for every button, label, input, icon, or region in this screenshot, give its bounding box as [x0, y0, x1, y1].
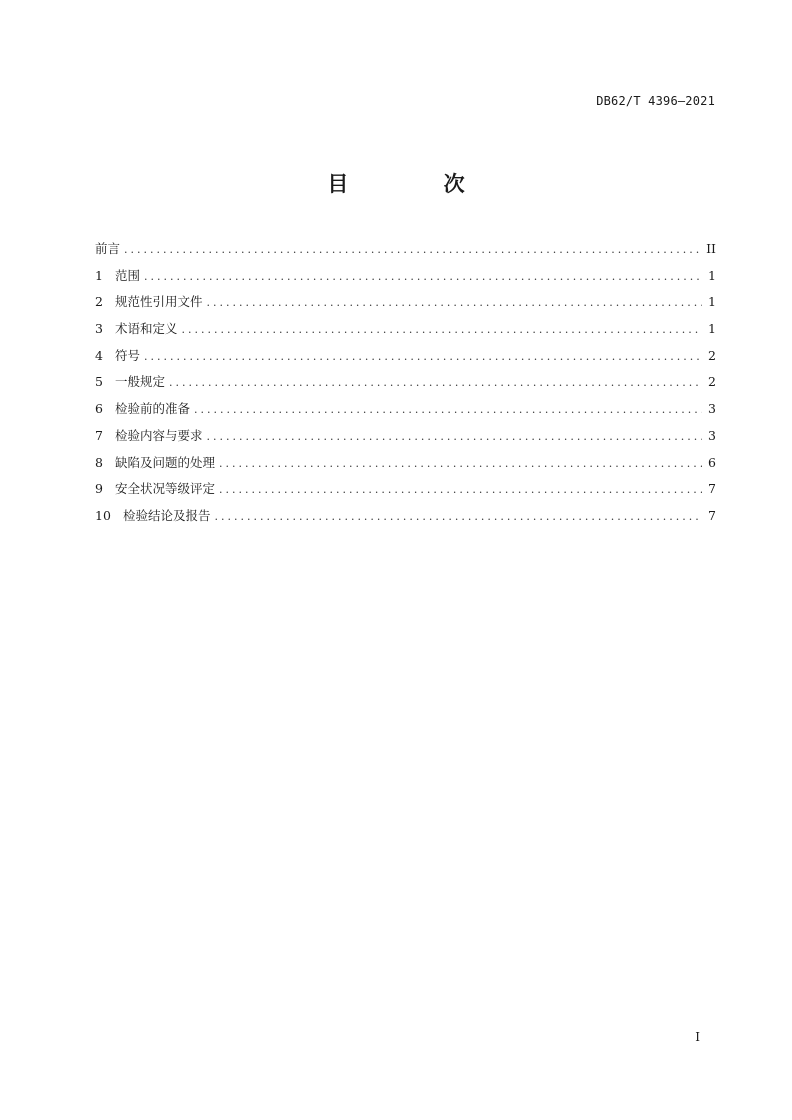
- toc-leader-dots: [169, 370, 702, 397]
- toc-entry-page: 7: [708, 481, 716, 497]
- toc-entry-page: II: [706, 241, 716, 256]
- toc-entry-page: 7: [708, 507, 716, 523]
- toc-entry-inspection-content[interactable]: [95, 423, 716, 450]
- toc-entry-number: 4: [95, 347, 103, 363]
- toc-entry-page: 3: [708, 401, 716, 417]
- toc-entry-number: 1: [95, 267, 103, 283]
- toc-leader-dots: [219, 477, 702, 504]
- toc-entry-terms-definitions[interactable]: [95, 316, 716, 343]
- toc-entry-number: 2: [95, 294, 103, 310]
- toc-entry-label: 检验内容与要求: [115, 427, 203, 443]
- toc-entry-label: 术语和定义: [115, 321, 178, 337]
- toc-entry-number: 7: [95, 427, 103, 443]
- toc-entry-number: 9: [95, 481, 103, 497]
- toc-title: 目 次: [327, 172, 509, 196]
- page-number: I: [695, 1030, 700, 1044]
- toc-leader-dots: [182, 317, 702, 344]
- toc-leader-dots: [207, 424, 702, 451]
- toc-entry-page: 1: [708, 294, 716, 310]
- toc-leader-dots: [194, 397, 702, 424]
- toc-entry-page: 3: [708, 427, 716, 443]
- toc-entry-scope[interactable]: [95, 263, 716, 290]
- toc-entry-number: 6: [95, 401, 103, 417]
- toc-entry-label: 范围: [115, 267, 141, 283]
- toc-entry-number: 10: [95, 507, 111, 523]
- toc-entry-symbols[interactable]: [95, 343, 716, 370]
- toc-leader-dots: [207, 290, 702, 317]
- toc-entry-number: 3: [95, 321, 103, 337]
- toc-entry-normative-references[interactable]: [95, 289, 716, 316]
- toc-entry-label: 检验结论及报告: [123, 507, 211, 523]
- toc-entry-page: 6: [708, 454, 716, 470]
- toc-entry-label: 符号: [115, 347, 141, 363]
- toc-entry-conclusion-report[interactable]: [95, 503, 716, 530]
- toc-leader-dots: [144, 344, 702, 371]
- toc-entry-label: 检验前的准备: [115, 401, 191, 417]
- toc-entry-label: 安全状况等级评定: [115, 481, 216, 497]
- toc-entry-page: 2: [708, 374, 716, 390]
- toc-leader-dots: [124, 237, 702, 264]
- toc-entry-defects-handling[interactable]: [95, 450, 716, 477]
- toc-entry-number: 8: [95, 454, 103, 470]
- toc-leader-dots: [215, 504, 702, 531]
- toc-entry-pre-inspection[interactable]: [95, 396, 716, 423]
- toc-entry-page: 1: [708, 267, 716, 283]
- toc-entry-safety-rating[interactable]: [95, 476, 716, 503]
- toc-entry-label: 规范性引用文件: [115, 294, 203, 310]
- toc-entry-label: 前言: [95, 241, 121, 256]
- toc-leader-dots: [144, 264, 702, 291]
- toc-entry-foreword[interactable]: [95, 236, 716, 263]
- toc-entry-page: 2: [708, 347, 716, 363]
- toc-entry-number: 5: [95, 374, 103, 390]
- toc-entry-label: 缺陷及问题的处理: [115, 454, 216, 470]
- toc-entry-general-provisions[interactable]: [95, 369, 716, 396]
- toc-entry-page: 1: [708, 321, 716, 337]
- standard-code: DB62/T 4396—2021: [596, 94, 715, 108]
- toc-leader-dots: [219, 451, 702, 478]
- toc-entry-label: 一般规定: [115, 374, 166, 390]
- table-of-contents: [95, 236, 716, 530]
